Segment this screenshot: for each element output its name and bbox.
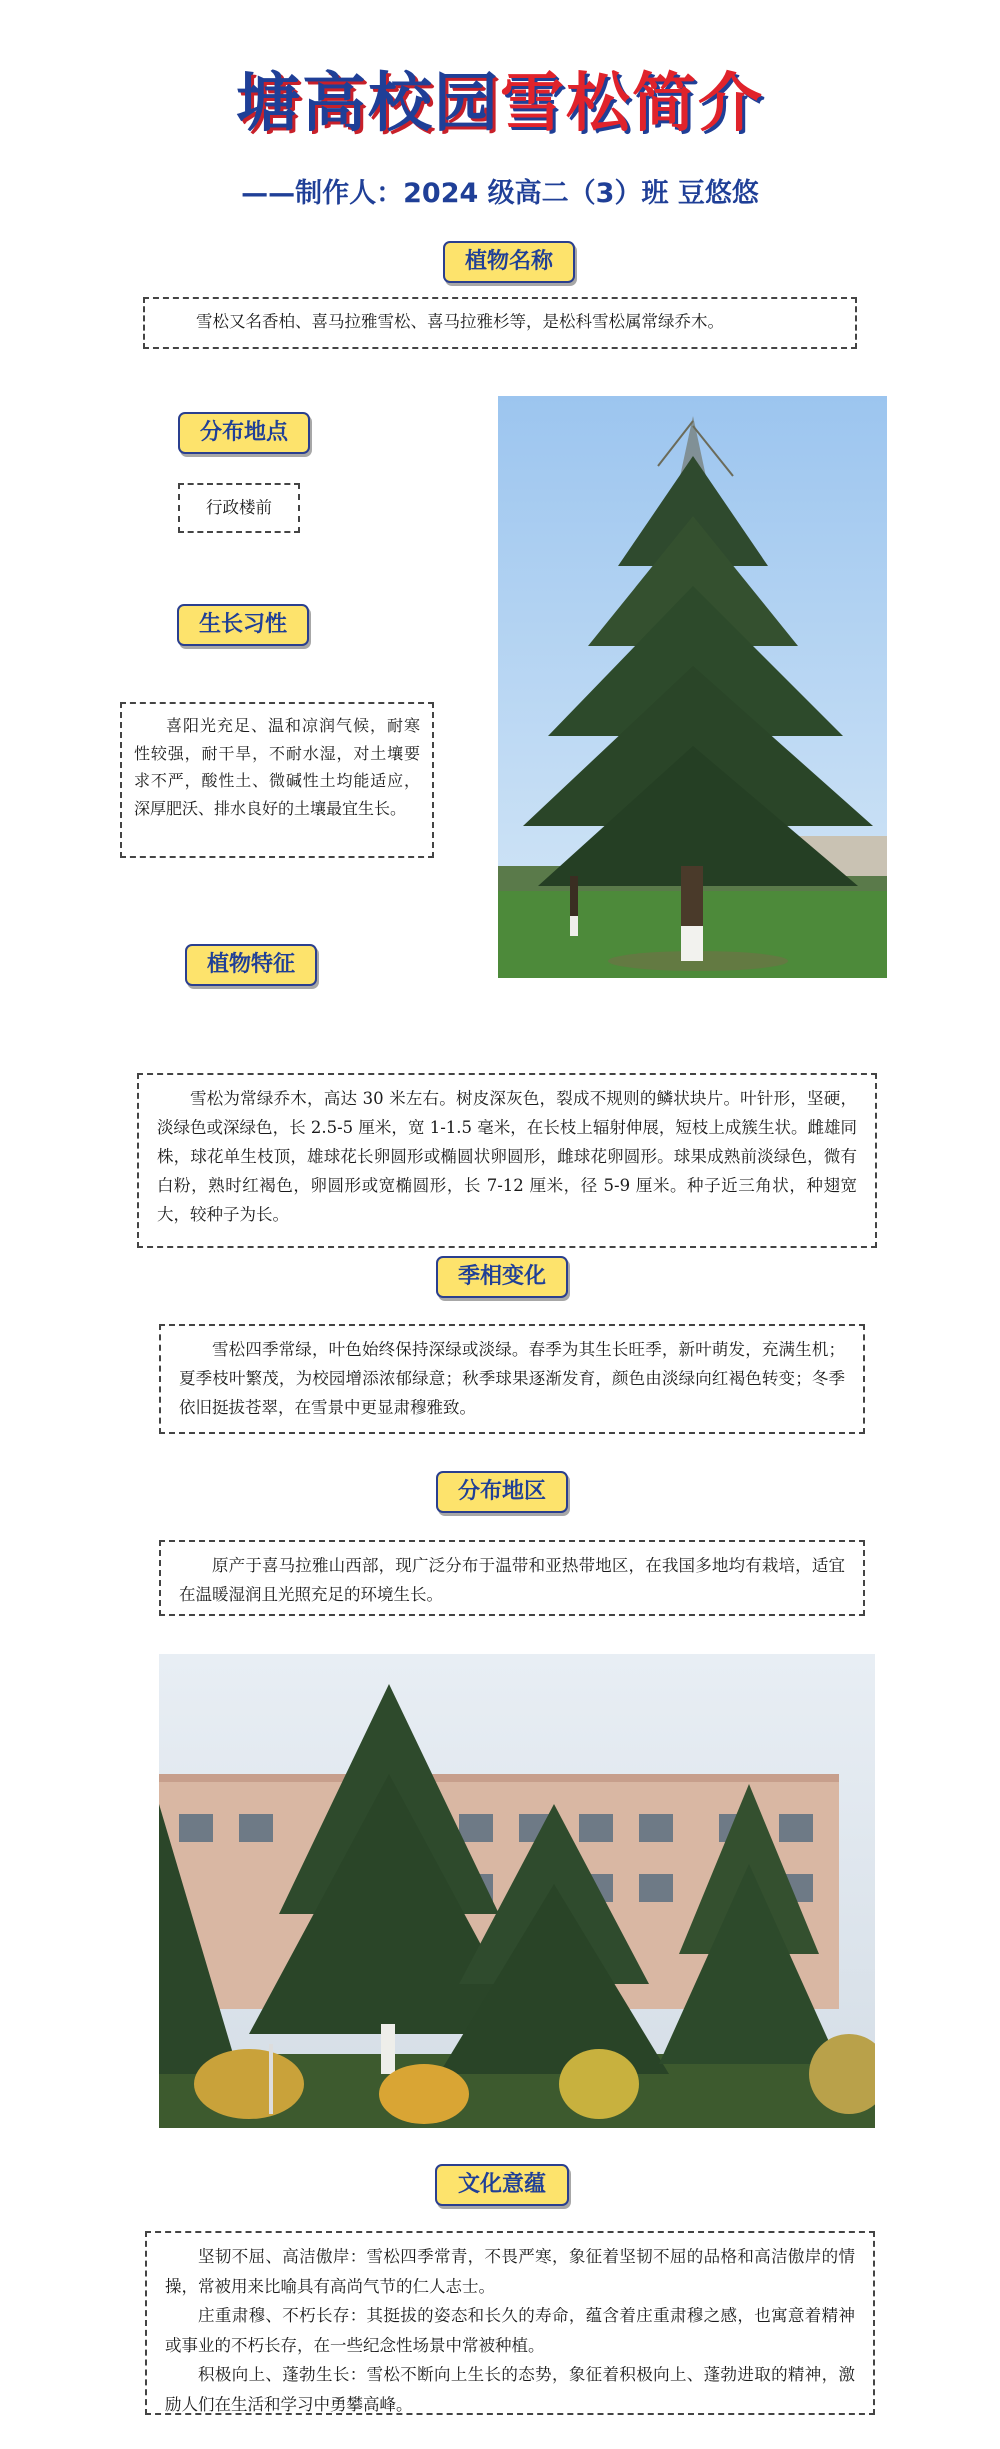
- features-box: [137, 1073, 877, 1248]
- location-text: 行政楼前: [206, 498, 272, 517]
- features-text: 雪松为常绿乔木，高达 30 米左右。树皮深灰色，裂成不规则的鳞状块片。叶针形，坚硬，淡绿色或深绿色，长 2.5-5 厘米，宽 1-1.5 毫米，在长枝上辐射伸展，短枝上成簇生状。雌雄同株，球花单生枝顶，雄球花长卵圆形或椭圆状卵圆形，雌球花卵圆形。球果成熟前淡绿色，微有白粉，熟时红褐色，卵圆形或宽椭圆形，长 7-12 厘米，径 5-9 厘米。种子近三角状，种翅宽大，较种子为长。: [157, 1089, 857, 1224]
- title-part-topic: 雪松简介: [500, 67, 764, 141]
- plant-name-text: 雪松又名香柏、喜马拉雅雪松、喜马拉雅杉等，是松科雪松属常绿乔木。: [196, 312, 724, 331]
- cedar-tree-photo: [498, 396, 887, 978]
- author-line: ——制作人：2024 级高二（3）班 豆悠悠: [241, 178, 759, 209]
- regions-text: 原产于喜马拉雅山西部，现广泛分布于温带和亚热带地区，在我国多地均有栽培，适宜在温暖湿润且光照充足的环境生长。: [179, 1556, 845, 1604]
- location-box: [178, 483, 300, 533]
- habit-box: [120, 702, 434, 858]
- heading-habit: 生长习性: [177, 604, 309, 646]
- heading-features: 植物特征: [185, 944, 317, 986]
- culture-box: [145, 2231, 875, 2415]
- heading-plant-name: 植物名称: [443, 241, 575, 283]
- culture-paragraph-3: 积极向上、蓬勃生长：雪松不断向上生长的态势，象征着积极向上、蓬勃进取的精神，激励人们在生活和学习中勇攀高峰。: [165, 2365, 855, 2414]
- campus-cedar-image: [159, 1654, 875, 2128]
- heading-seasons: 季相变化: [436, 1256, 568, 1298]
- habit-text: 喜阳光充足、温和凉润气候，耐寒性较强，耐干旱，不耐水湿，对土壤要求不严，酸性土、微碱性土均能适应，深厚肥沃、排水良好的土壤最宜生长。: [134, 716, 420, 818]
- seasons-box: [159, 1324, 865, 1434]
- page-title: [0, 62, 1000, 146]
- title-part-school: 塘高校园: [236, 67, 500, 141]
- heading-location: 分布地点: [178, 412, 310, 454]
- campus-cedar-photo: [159, 1654, 875, 2128]
- heading-regions: 分布地区: [436, 1471, 568, 1513]
- regions-box: [159, 1540, 865, 1616]
- heading-culture: 文化意蕴: [435, 2164, 569, 2206]
- plant-name-box: [143, 297, 857, 349]
- culture-paragraph-2: 庄重肃穆、不朽长存：其挺拔的姿态和长久的寿命，蕴含着庄重肃穆之感，也寓意着精神或事业的不朽长存，在一些纪念性场景中常被种植。: [165, 2306, 855, 2355]
- cedar-tree-image: [498, 396, 887, 978]
- seasons-text: 雪松四季常绿，叶色始终保持深绿或淡绿。春季为其生长旺季，新叶萌发，充满生机；夏季枝叶繁茂，为校园增添浓郁绿意；秋季球果逐渐发育，颜色由淡绿向红褐色转变；冬季依旧挺拔苍翠，在雪景中更显肃穆雅致。: [179, 1340, 845, 1417]
- culture-paragraph-1: 坚韧不屈、高洁傲岸：雪松四季常青，不畏严寒，象征着坚韧不屈的品格和高洁傲岸的情操，常被用来比喻具有高尚气节的仁人志士。: [165, 2247, 855, 2296]
